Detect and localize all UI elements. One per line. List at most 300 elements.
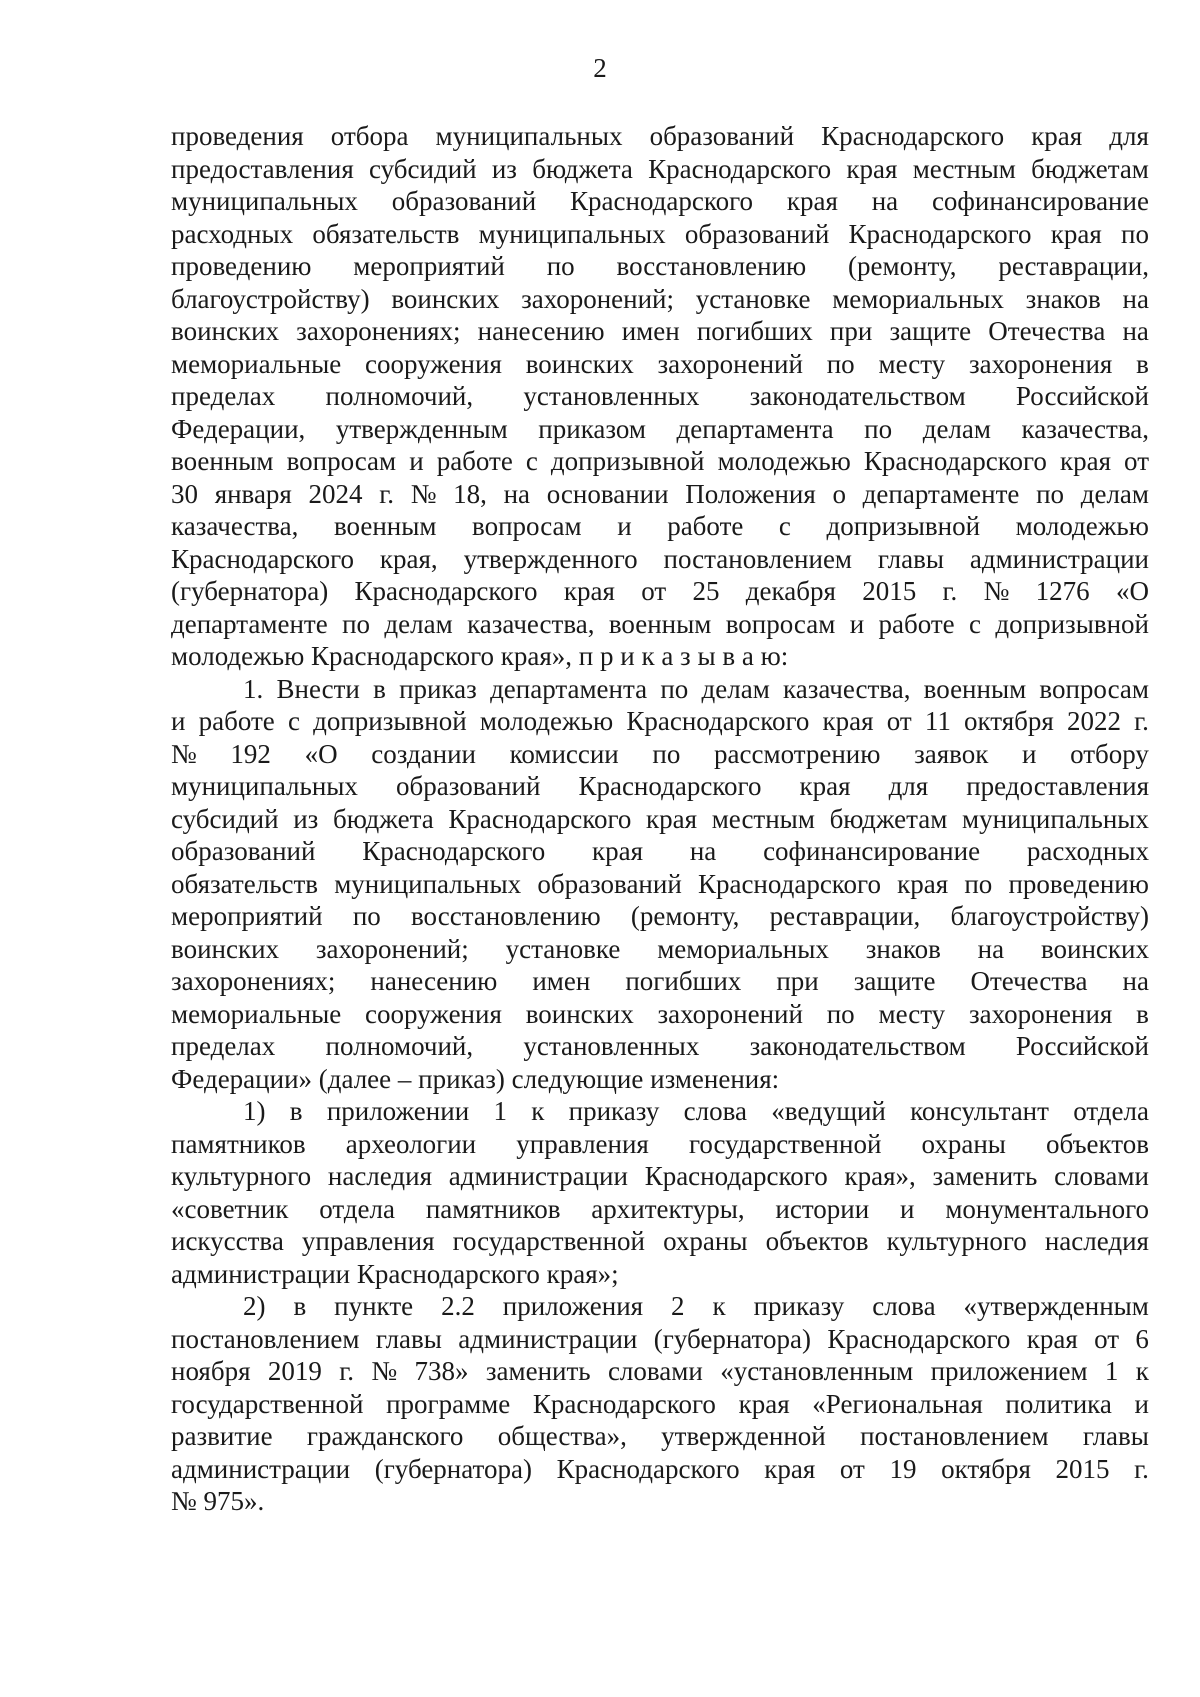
text-line xyxy=(171,543,1149,576)
word: 1276 xyxy=(1035,576,1090,606)
word: «О xyxy=(1115,576,1149,606)
word: субсидий xyxy=(369,153,477,184)
word: истории xyxy=(775,1193,870,1224)
text-line: администрации Краснодарского края»; xyxy=(171,1258,619,1289)
word: «Региональная xyxy=(812,1388,983,1419)
text-line xyxy=(171,120,1149,153)
word: работе xyxy=(198,706,275,736)
word: проведения xyxy=(171,121,304,151)
word: администрации xyxy=(448,1161,628,1191)
word: казачества, xyxy=(171,511,299,541)
text-line xyxy=(171,478,1149,511)
text-line xyxy=(171,1095,1149,1128)
text-line xyxy=(171,1420,1149,1453)
text-line-words xyxy=(171,738,1149,771)
word: Краснодарского xyxy=(827,1323,1011,1354)
word: слова xyxy=(872,1291,936,1321)
text-line: № 975». xyxy=(171,1486,265,1516)
word: на xyxy=(1122,316,1149,346)
word: бюджетам xyxy=(829,803,948,834)
word: развитие xyxy=(171,1421,273,1451)
word: воинских xyxy=(391,283,500,314)
word: гражданского xyxy=(306,1421,464,1451)
text-line-words xyxy=(171,608,1149,641)
word: Краснодарского xyxy=(644,1161,828,1191)
word: края xyxy=(764,1453,816,1484)
word: воинских xyxy=(171,933,280,964)
word: захоронений; xyxy=(521,283,674,314)
word: приложения xyxy=(502,1291,644,1321)
word: края xyxy=(738,1388,790,1419)
word: Федерации, xyxy=(171,413,306,444)
word: защите xyxy=(889,316,972,346)
word: законодательством xyxy=(749,1031,966,1061)
word: (ремонту, xyxy=(630,901,740,931)
word: края xyxy=(799,771,851,801)
text-line-words xyxy=(171,218,1149,251)
word: молодежью xyxy=(717,446,851,476)
text-line xyxy=(171,1323,1149,1356)
word: Отечества xyxy=(988,316,1106,346)
word: государственной xyxy=(452,1226,646,1256)
word: от xyxy=(1094,1323,1120,1354)
word: восстановлению xyxy=(616,251,807,281)
word: вопросам xyxy=(725,608,836,639)
word: постановлением xyxy=(860,1421,1049,1451)
text-line xyxy=(171,283,1149,316)
word: предоставления xyxy=(171,153,354,184)
word: по xyxy=(864,413,893,444)
word: по xyxy=(546,251,575,281)
text-line-words xyxy=(171,1128,1149,1161)
text-line-words xyxy=(171,120,1149,153)
word: на xyxy=(871,186,899,216)
text-line xyxy=(171,1355,1149,1388)
word: (ремонту, xyxy=(848,251,957,281)
text-line xyxy=(171,1160,1149,1193)
text-line xyxy=(171,933,1149,966)
word: работе xyxy=(667,511,744,541)
text-line-words xyxy=(171,965,1149,998)
text-line-words xyxy=(171,283,1149,316)
word: управления xyxy=(516,1128,649,1159)
text-line-words xyxy=(171,153,1149,186)
word: нанесению xyxy=(370,966,498,996)
word: к xyxy=(712,1291,726,1321)
word: месту xyxy=(878,348,946,379)
word: работе xyxy=(878,608,955,639)
word: местным xyxy=(711,803,815,834)
word: на xyxy=(1122,966,1149,996)
word: Российской xyxy=(1015,1031,1149,1061)
word: муниципальных xyxy=(478,218,666,249)
word: бюджетам xyxy=(1031,153,1149,184)
text-line-words xyxy=(171,1160,1149,1193)
text-line-words xyxy=(171,1323,1149,1356)
text-line xyxy=(171,835,1149,868)
text-line xyxy=(171,803,1149,836)
text-line xyxy=(171,575,1149,608)
word: бюджета xyxy=(333,803,434,834)
word: 19 xyxy=(889,1453,917,1484)
text-line xyxy=(171,413,1149,446)
word: муниципальных xyxy=(334,868,522,899)
word: по xyxy=(652,738,681,769)
word: погибших xyxy=(625,966,742,996)
word: края xyxy=(1031,121,1083,151)
word: словами xyxy=(1054,1161,1149,1191)
word: муниципальных xyxy=(171,771,358,801)
text-line xyxy=(171,1128,1149,1161)
text-line-words xyxy=(171,543,1149,576)
word: края xyxy=(1059,446,1111,476)
word: из xyxy=(293,803,319,834)
word: образований xyxy=(171,836,316,866)
word: допризывной xyxy=(313,706,467,736)
word: по xyxy=(352,901,381,931)
word: утвержденного xyxy=(463,543,638,574)
word: проведению xyxy=(171,251,312,281)
word: «О xyxy=(304,738,338,769)
word: в xyxy=(293,1291,307,1321)
word: софинансирование xyxy=(763,836,981,866)
word: захоронений; xyxy=(315,933,469,964)
word: края xyxy=(563,576,615,606)
word: вопросам xyxy=(1039,673,1149,704)
text-line-words xyxy=(171,1030,1149,1063)
text-line-words xyxy=(243,673,1149,706)
word: Положения xyxy=(685,478,816,509)
word: главы xyxy=(1082,1421,1149,1451)
word: приказ xyxy=(399,673,477,704)
word: № xyxy=(410,478,437,509)
word: отбору xyxy=(1070,738,1149,769)
word: № xyxy=(983,576,1010,606)
word: и xyxy=(171,706,186,736)
word: создании xyxy=(371,738,476,769)
word: пределах xyxy=(171,1031,276,1061)
word: Краснодарского xyxy=(570,186,754,216)
word: Краснодарского xyxy=(697,868,881,899)
text-line-words xyxy=(171,835,1149,868)
word: края xyxy=(1026,1323,1078,1354)
word: края xyxy=(786,186,838,216)
word: предоставления xyxy=(966,771,1149,801)
word: на xyxy=(1122,283,1149,314)
word: края, xyxy=(379,543,438,574)
word: установке xyxy=(505,933,621,964)
word: утвержденным xyxy=(335,413,508,444)
word: Краснодарского xyxy=(556,1453,740,1484)
text-line-words xyxy=(171,413,1149,446)
word: захоронения xyxy=(968,998,1113,1029)
text-line-words xyxy=(171,510,1149,543)
word: г. xyxy=(1134,706,1149,736)
word: вопросам xyxy=(286,446,397,476)
word: муниципальных xyxy=(961,803,1149,834)
word: от xyxy=(641,576,667,606)
text-line xyxy=(171,185,1149,218)
word: администрации xyxy=(969,543,1149,574)
word: имен xyxy=(532,966,591,996)
word: Российской xyxy=(1015,381,1149,411)
word: для xyxy=(888,771,929,801)
word: приказу xyxy=(753,1291,845,1321)
word: приложении xyxy=(326,1096,470,1126)
text-line-words xyxy=(171,380,1149,413)
word: декабря xyxy=(745,576,836,606)
text-line: молодежью Краснодарского края», п р и к а з ы в а ю: xyxy=(171,641,789,671)
word: и xyxy=(409,446,424,476)
word: политика xyxy=(1005,1388,1112,1419)
word: по xyxy=(1036,478,1065,509)
word: 2015 xyxy=(1055,1453,1110,1484)
word: воинских xyxy=(525,998,634,1029)
word: приложением xyxy=(930,1356,1088,1386)
word: заменить xyxy=(485,1356,591,1386)
word: законодательством xyxy=(749,381,966,411)
text-line xyxy=(171,348,1149,381)
word: по xyxy=(1121,218,1149,249)
text-line xyxy=(171,900,1149,933)
word: установке xyxy=(695,283,811,314)
word: края xyxy=(897,868,949,899)
word: сооружения xyxy=(365,348,502,379)
word: г. xyxy=(942,576,958,606)
word: архитектуры, xyxy=(591,1193,745,1224)
word: «утвержденным xyxy=(963,1291,1149,1321)
word: и xyxy=(1134,1388,1149,1419)
word: работе xyxy=(436,446,513,476)
word: делам xyxy=(384,608,453,639)
word: «ведущий xyxy=(771,1096,886,1126)
word: захоронений xyxy=(657,348,803,379)
word: основании xyxy=(546,478,669,509)
word: при xyxy=(776,966,819,996)
word: делам xyxy=(1080,478,1149,509)
word: слова xyxy=(683,1096,747,1126)
text-line xyxy=(171,738,1149,771)
word: воинских xyxy=(525,348,634,379)
text-line-words xyxy=(171,348,1149,381)
word: мемориальные xyxy=(171,998,342,1029)
word: государственной xyxy=(171,1388,364,1419)
word: Краснодарского xyxy=(354,576,538,606)
word: на xyxy=(977,933,1005,964)
word: пункте xyxy=(334,1291,414,1321)
text-line-words xyxy=(171,998,1149,1031)
word: наследия xyxy=(1044,1226,1149,1256)
word: местным xyxy=(912,153,1016,184)
word: общества», xyxy=(497,1421,627,1451)
word: о xyxy=(832,478,846,509)
text-line-words xyxy=(171,1225,1149,1258)
word: Внести xyxy=(276,673,360,704)
word: бюджета xyxy=(532,153,633,184)
word: Краснодарского xyxy=(626,706,810,736)
word: от xyxy=(1124,446,1149,476)
word: департаменте xyxy=(171,608,328,639)
word: января xyxy=(214,478,292,509)
text-line xyxy=(171,1453,1149,1486)
word: нанесению xyxy=(477,316,605,346)
word: и xyxy=(849,608,865,639)
word: с xyxy=(778,511,791,541)
text-line xyxy=(171,510,1149,543)
text-line-words xyxy=(171,933,1149,966)
word: культурного xyxy=(886,1226,1027,1256)
word: края xyxy=(592,836,644,866)
word: Краснодарского xyxy=(821,121,1005,151)
word: управления xyxy=(301,1226,435,1256)
word: с xyxy=(525,446,538,476)
word: Краснодарского xyxy=(848,218,1032,249)
word: по xyxy=(826,348,855,379)
text-line-words xyxy=(171,315,1149,348)
word: мероприятий xyxy=(171,901,323,931)
word: для xyxy=(1109,121,1149,151)
word: казачества, xyxy=(467,608,595,639)
word: образований xyxy=(649,121,795,151)
word: № xyxy=(171,738,197,769)
text-line-words xyxy=(171,1193,1149,1226)
text-line xyxy=(171,1388,1149,1421)
word: реставрации, xyxy=(998,251,1149,281)
word: охраны xyxy=(663,1226,748,1256)
word: департамента xyxy=(490,673,648,704)
word: № xyxy=(371,1356,398,1386)
word: культурного xyxy=(171,1161,312,1191)
word: на xyxy=(689,836,717,866)
word: консультант xyxy=(910,1096,1049,1126)
word: 6 xyxy=(1135,1323,1149,1354)
word: заявок xyxy=(914,738,989,769)
text-line-words xyxy=(171,1420,1149,1453)
word: департаменте xyxy=(862,478,1020,509)
word: с xyxy=(969,608,982,639)
word: пределах xyxy=(171,381,276,411)
word: имен xyxy=(621,316,680,346)
word: главы xyxy=(375,1323,442,1354)
word: от xyxy=(886,706,912,736)
word: Отечества xyxy=(970,966,1088,996)
word: охраны xyxy=(921,1128,1006,1159)
word: отдела xyxy=(1073,1096,1149,1126)
text-line-words xyxy=(171,868,1149,901)
page-number: 2 xyxy=(593,53,607,83)
word: 192 xyxy=(230,738,271,769)
word: государственной xyxy=(688,1128,882,1159)
word: 11 xyxy=(924,706,951,736)
word: установленных xyxy=(523,1031,700,1061)
word: делам xyxy=(701,673,770,704)
text-line xyxy=(171,250,1149,283)
word: защите xyxy=(853,966,936,996)
word: на xyxy=(503,478,531,509)
word: допризывной xyxy=(826,511,981,541)
word: проведению xyxy=(1008,868,1149,899)
word: 2024 xyxy=(308,478,363,509)
text-line-words xyxy=(243,1095,1149,1128)
word: отбора xyxy=(330,121,409,151)
word: Краснодарского xyxy=(578,771,762,801)
word: расходных xyxy=(171,218,294,249)
word: приказом xyxy=(538,413,646,444)
word: обязательств xyxy=(171,868,319,899)
word: (губернатора) xyxy=(171,576,329,606)
word: края xyxy=(846,153,898,184)
word: казачества, xyxy=(1021,413,1149,444)
text-line xyxy=(171,965,1149,998)
word: Краснодарского xyxy=(532,1388,716,1419)
text-line xyxy=(171,998,1149,1031)
word: памятников xyxy=(171,1128,306,1159)
word: субсидий xyxy=(171,803,279,834)
word: края xyxy=(1050,218,1102,249)
word: и xyxy=(1021,738,1037,769)
word: образований xyxy=(391,186,537,216)
word: монументального xyxy=(945,1193,1149,1224)
word: в xyxy=(373,673,386,704)
word: 2019 xyxy=(267,1356,322,1386)
word: воинских xyxy=(1040,933,1149,964)
word: установленных xyxy=(523,381,700,411)
word: образований xyxy=(684,218,830,249)
word: по xyxy=(826,998,855,1029)
word: «советник xyxy=(171,1193,289,1224)
word: 1 xyxy=(1104,1356,1119,1386)
word: края xyxy=(646,803,698,834)
text-line xyxy=(171,705,1149,738)
text-line-words xyxy=(171,900,1149,933)
word: из xyxy=(491,153,517,184)
word: 2015 xyxy=(862,576,917,606)
word: погибших xyxy=(696,316,813,346)
word: края xyxy=(822,706,874,736)
text-line xyxy=(171,445,1149,478)
word: Краснодарского xyxy=(362,836,546,866)
word: полномочий, xyxy=(325,381,474,411)
word: военным xyxy=(333,511,437,541)
word: Краснодарского xyxy=(648,153,832,184)
word: муниципальных xyxy=(435,121,623,151)
word: благоустройству) xyxy=(950,901,1149,931)
text-line-words xyxy=(171,575,1149,608)
word: обязательств xyxy=(312,218,460,249)
word: 1 xyxy=(493,1096,507,1126)
text-line xyxy=(171,1290,1149,1323)
text-line xyxy=(171,218,1149,251)
word: реставрации, xyxy=(769,901,921,931)
text-line-words xyxy=(171,803,1149,836)
word: археологии xyxy=(345,1128,477,1159)
word: 2.2 xyxy=(441,1291,475,1321)
word: администрации xyxy=(171,1453,351,1484)
word: словами xyxy=(607,1356,703,1386)
word: (губернатора) xyxy=(374,1453,532,1484)
word: захоронений xyxy=(657,998,803,1029)
text-line-words xyxy=(171,1355,1149,1388)
word: 738» xyxy=(414,1356,469,1386)
word: молодежью xyxy=(1015,511,1149,541)
word: при xyxy=(829,316,873,346)
document-body xyxy=(171,120,1149,1518)
text-line-words xyxy=(171,1388,1149,1421)
word: «установленным xyxy=(720,1356,914,1386)
word: 2 xyxy=(671,1291,685,1321)
word: с xyxy=(287,706,300,736)
text-line: Федерации» (далее – приказ) следующие изменения: xyxy=(171,1063,780,1094)
